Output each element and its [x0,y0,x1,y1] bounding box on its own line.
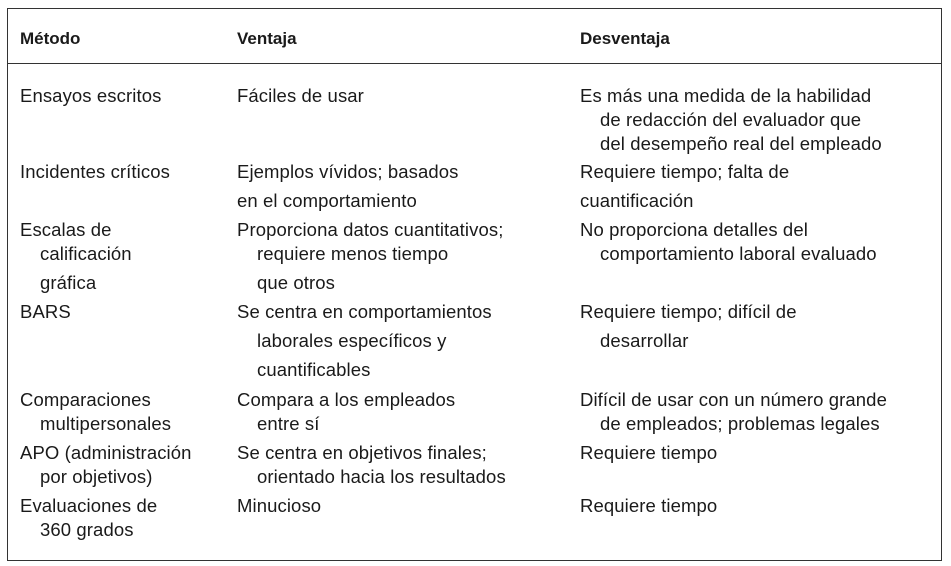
header-metodo: Método [20,29,81,48]
header-divider [7,63,942,64]
header-ventaja: Ventaja [237,29,297,48]
header-desventaja: Desventaja [580,29,670,48]
